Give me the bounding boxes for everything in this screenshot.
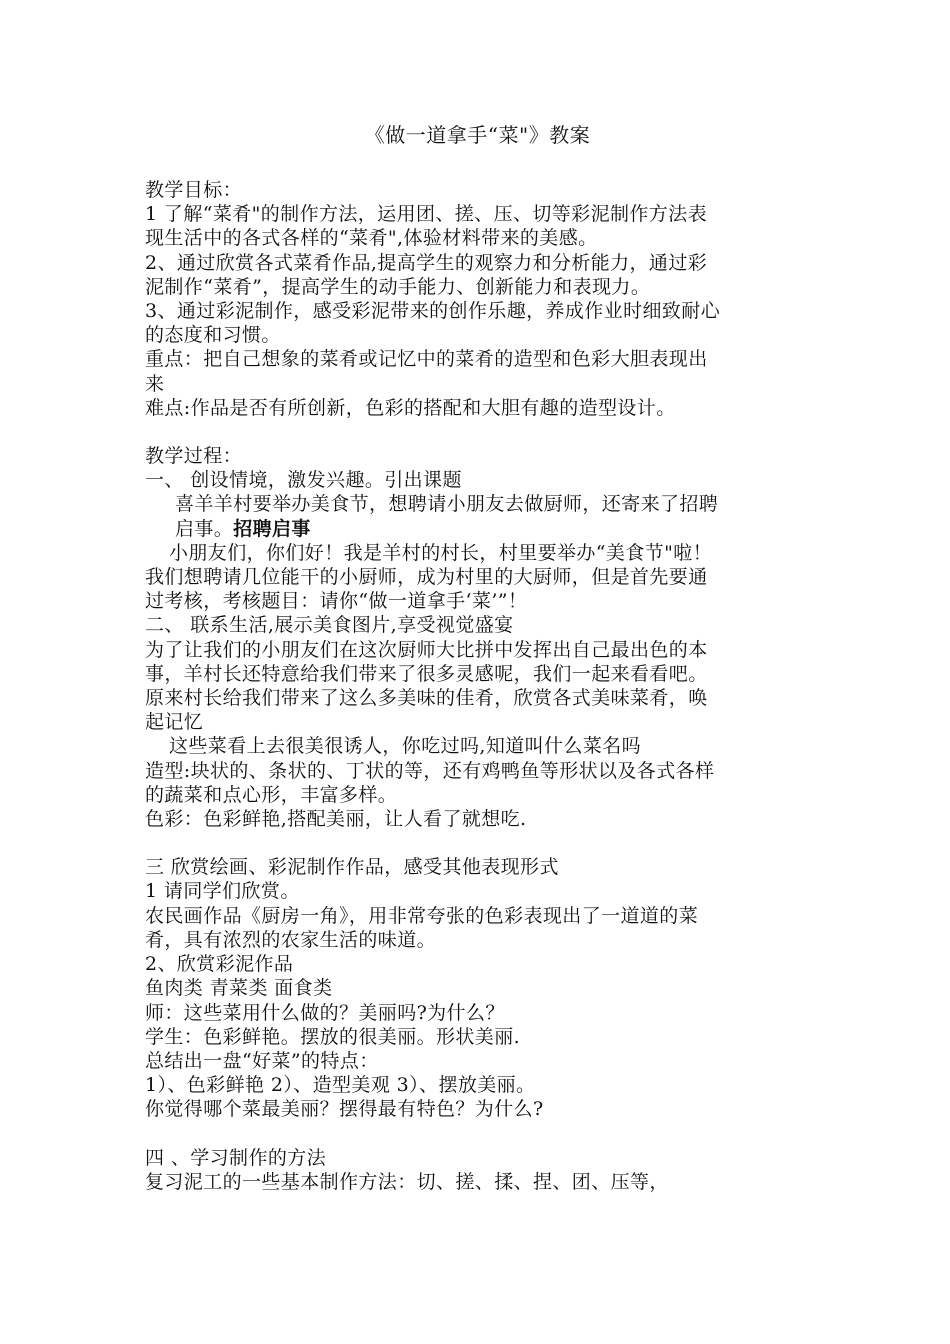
paragraph-line: 农民画作品《厨房一角》，用非常夸张的色彩表现出了一道道的菜 [145,904,699,927]
section-2-title: 二、 联系生活,展示美食图片,享受视觉盛宴 [145,614,514,637]
paragraph-line: 学生：色彩鲜艳。摆放的很美丽。形状美丽. [145,1025,521,1048]
paragraph-line: 我们想聘请几位能干的小厨师，成为村里的大厨师，但是首先要通 [145,566,708,589]
process-heading: 教学过程： [145,445,243,468]
key-point-line: 重点：把自己想象的菜肴或记忆中的菜肴的造型和色彩大胆表现出 [145,348,708,371]
document-page [145,120,810,1194]
goal-line: 2、通过欣赏各式菜肴作品,提高学生的观察力和分析能力，通过彩 [145,251,708,274]
paragraph-line: 2、欣赏彩泥作品 [145,953,294,976]
goal-line: 3、通过彩泥制作，感受彩泥带来的创作乐趣，养成作业时细致耐心 [145,300,721,323]
document-title: 《做一道拿手“菜"》教案 [364,123,591,147]
paragraph-line: 喜羊羊村要举办美食节，想聘请小朋友去做厨师，还寄来了招聘 [175,493,719,516]
goal-line: 泥制作“菜肴”，提高学生的动手能力、创新能力和表现力。 [145,275,651,298]
paragraph-line: 的蔬菜和点心形，丰富多样。 [145,783,398,806]
goals-heading: 教学目标： [145,179,243,201]
paragraph-line: 起记忆 [145,711,204,734]
key-point-line: 来 [145,372,165,395]
paragraph-line: 色彩：色彩鲜艳,搭配美丽，让人看了就想吃. [145,808,527,831]
section-4-title: 四 、学习制作的方法 [145,1146,327,1169]
paragraph-line [145,517,810,541]
paragraph-line: 这些菜看上去很美很诱人，你吃过吗,知道叫什么菜名吗 [169,735,642,758]
paragraph-line: 复习泥工的一些基本制作方法：切、搓、揉、捏、团、压等， [145,1170,669,1193]
paragraph-line: 事，羊村长还特意给我们带来了很多灵感呢，我们一起来看看吧。 [145,662,708,685]
teaching-process-section [145,444,810,1194]
paragraph-line: 造型:块状的、条状的、丁状的等，还有鸡鸭鱼等形状以及各式各样 [145,759,715,782]
paragraph-line: 1）、色彩鲜艳 2）、造型美观 3）、摆放美丽。 [145,1074,536,1097]
section-1-title: 一、 创设情境，激发兴趣。引出课题 [145,469,462,492]
paragraph-line: 过考核，考核题目：请你“做一道拿手‘菜’”！ [145,590,528,613]
teaching-goals-section [145,178,810,420]
paragraph-line: 小朋友们，你们好！我是羊村的村长，村里要举办“美食节"啦！ [169,541,713,564]
goal-line: 的态度和习惯。 [145,324,281,347]
paragraph-line: 你觉得哪个菜最美丽？摆得最有特色？为什么? [145,1098,544,1121]
paragraph-line: 肴，具有浓烈的农家生活的味道。 [145,928,437,951]
paragraph-line: 鱼肉类 青菜类 面食类 [145,977,333,1000]
paragraph-text: 启事。 [175,517,234,540]
paragraph-line: 为了让我们的小朋友们在这次厨师大比拼中发挥出自己最出色的本 [145,638,708,661]
paragraph-line: 师：这些菜用什么做的？美丽吗?为什么？ [145,1001,505,1024]
recruitment-notice-heading: 招聘启事 [233,517,311,540]
goal-line: 1 了解“菜肴"的制作方法，运用团、搓、压、切等彩泥制作方法表 [145,203,707,226]
section-3-title: 三 欣赏绘画、彩泥制作作品，感受其他表现形式 [145,856,559,879]
difficulty-line: 难点:作品是否有所创新，色彩的搭配和大胆有趣的造型设计。 [145,396,676,419]
goal-line: 现生活中的各式各样的“菜肴",体验材料带来的美感。 [145,227,598,250]
paragraph-line: 1 请同学们欣赏。 [145,880,300,903]
paragraph-line: 总结出一盘“好菜”的特点： [145,1049,379,1072]
paragraph-line: 原来村长给我们带来了这么多美味的佳肴，欣赏各式美味菜肴，唤 [145,687,708,710]
